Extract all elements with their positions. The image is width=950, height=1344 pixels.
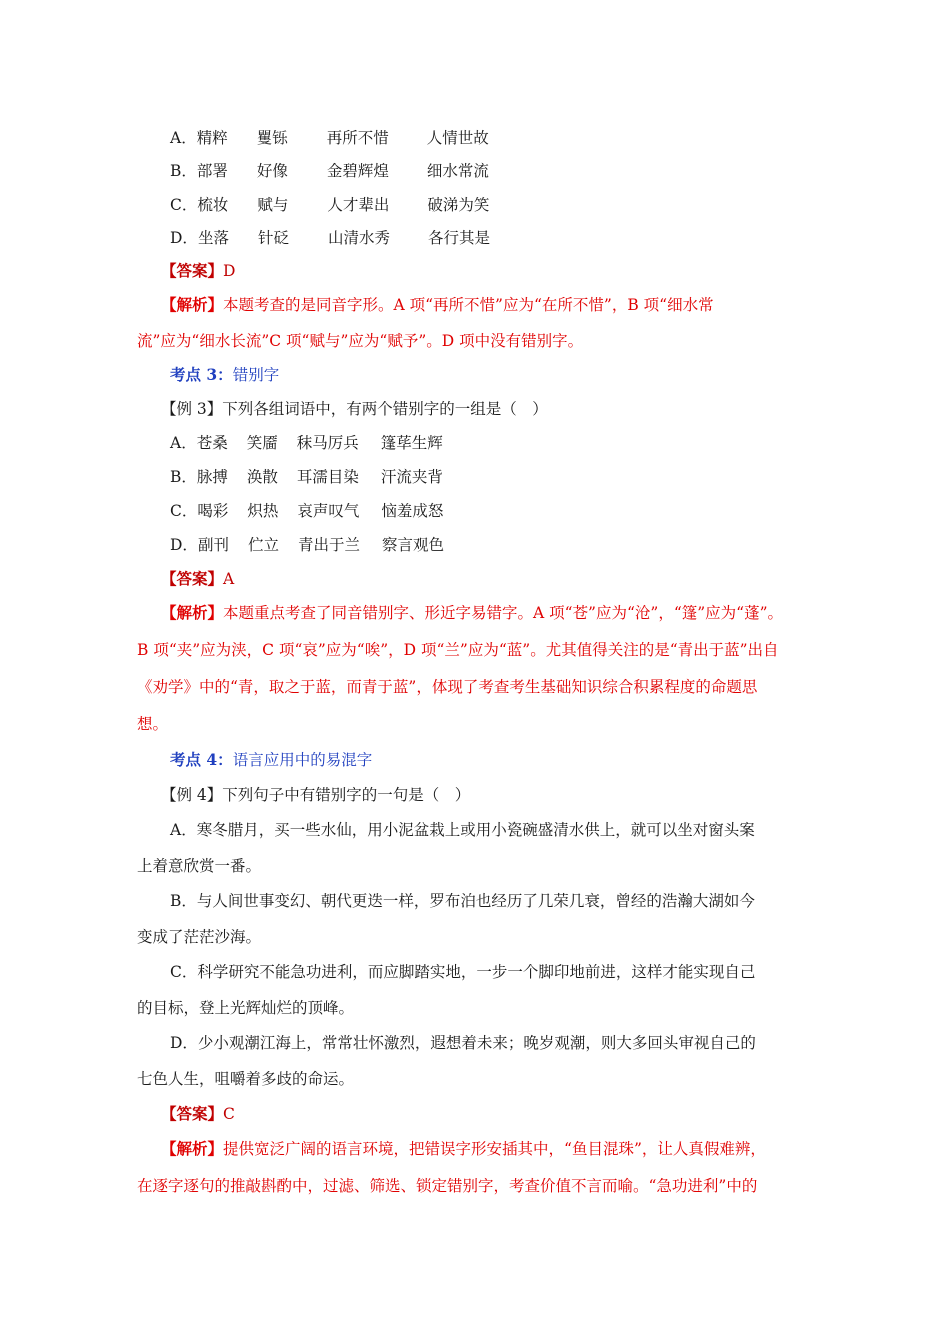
option-word: 喝彩: [197, 502, 229, 520]
analysis-label: 【解析】: [161, 603, 224, 622]
option-word: 梳妆: [197, 196, 229, 214]
q2-analysis-line1: [161, 295, 714, 315]
kaodian-label: 考点 3：: [170, 365, 233, 384]
q4-analysis-line2: 在逐字逐句的推敲斟酌中，过滤、筛选、锁定错别字，考查价值不言而喻。“急功进利”中的: [137, 1177, 758, 1195]
q3-stem: 【例 3】下列各组词语中，有两个错别字的一组是（ ）: [161, 400, 548, 418]
q4-stem: 【例 4】下列句子中有错别字的一句是（ ）: [161, 786, 471, 804]
q4-option-c-line1: C．科学研究不能急功进利，而应脚踏实地，一步一个脚印地前进，这样才能实现自己: [170, 963, 756, 981]
option-word: 涣散: [246, 468, 278, 486]
option-letter: B．: [170, 162, 197, 180]
q3-analysis-line4: 想。: [137, 715, 169, 733]
q2-option-b: [170, 161, 489, 181]
q3-answer: [161, 569, 234, 589]
analysis-text: 本题重点考查了同音错别字、形近字易错字。A 项“苍”应为“沧”，“篷”应为“蓬”。: [223, 604, 784, 622]
option-letter: C．: [170, 502, 198, 520]
option-word: 金碧辉煌: [326, 162, 389, 180]
option-word: 坐落: [197, 229, 229, 247]
option-word: 人情世故: [426, 129, 489, 147]
analysis-label: 【解析】: [161, 295, 224, 314]
q3-option-a: [170, 433, 443, 453]
option-word: 哀声叹气: [297, 502, 360, 520]
answer-value: A: [223, 570, 235, 588]
q3-analysis-line3: 《劝学》中的“青，取之于蓝，而青于蓝”，体现了考查考生基础知识综合积累程度的命题思: [137, 678, 758, 696]
q4-option-b-line2: 变成了茫茫沙海。: [137, 928, 262, 946]
option-letter: A．: [170, 434, 197, 452]
option-word: 伫立: [247, 536, 279, 554]
q2-answer: [161, 261, 235, 281]
option-word: 部署: [196, 162, 228, 180]
option-word: 针砭: [257, 229, 289, 247]
q3-option-c: [170, 501, 443, 521]
option-word: 篷荜生辉: [380, 434, 443, 452]
option-word: 脉搏: [196, 468, 228, 486]
kaodian-title: 语言应用中的易混字: [232, 751, 373, 769]
option-word: 细水常流: [426, 162, 489, 180]
option-letter: A．: [170, 129, 197, 147]
kaodian-label: 考点 4：: [170, 750, 233, 769]
option-word: 耳濡目染: [296, 468, 359, 486]
q3-option-d: [170, 535, 444, 555]
analysis-text: 本题考查的是同音字形。A 项“再所不惜”应为“在所不惜”，B 项“细水常: [223, 296, 714, 314]
q4-option-d-line2: 七色人生，咀嚼着多歧的命运。: [137, 1070, 355, 1088]
option-word: 副刊: [197, 536, 229, 554]
q4-answer: [161, 1104, 235, 1124]
option-word: 秣马厉兵: [296, 434, 359, 452]
option-word: 各行其是: [427, 229, 490, 247]
kaodian-4-heading: [170, 750, 372, 770]
answer-label: 【答案】: [161, 1104, 224, 1123]
option-letter: D．: [170, 229, 198, 247]
q4-option-a-line1: A．寒冬腊月，买一些水仙，用小泥盆栽上或用小瓷碗盛清水供上，就可以坐对窗头案: [170, 821, 755, 839]
option-word: 山清水秀: [327, 229, 390, 247]
q3-analysis-line1: [161, 603, 783, 623]
option-word: 再所不惜: [326, 129, 389, 147]
answer-value: D: [223, 262, 236, 280]
kaodian-3-heading: [170, 365, 279, 385]
option-word: 矍铄: [256, 129, 288, 147]
answer-label: 【答案】: [161, 569, 224, 588]
option-word: 破涕为笑: [427, 196, 490, 214]
option-letter: B．: [170, 468, 197, 486]
option-letter: D．: [170, 536, 198, 554]
option-word: 精粹: [196, 129, 228, 147]
q4-option-b-line1: B．与人间世事变幻、朝代更迭一样，罗布泊也经历了几荣几衰，曾经的浩瀚大湖如今: [170, 892, 755, 910]
option-word: 笑靥: [246, 434, 278, 452]
option-word: 赋与: [257, 196, 289, 214]
q4-analysis-line1: [161, 1139, 766, 1159]
q4-option-c-line2: 的目标，登上光辉灿烂的顶峰。: [137, 999, 355, 1017]
option-word: 察言观色: [381, 536, 444, 554]
q4-option-a-line2: 上着意欣赏一番。: [137, 857, 262, 875]
option-word: 汗流夹背: [380, 468, 443, 486]
q2-option-c: [170, 195, 489, 215]
analysis-text: 提供宽泛广阔的语言环境，把错误字形安插其中，“鱼目混珠”，让人真假难辨，: [223, 1140, 766, 1158]
option-word: 炽热: [247, 502, 279, 520]
q3-analysis-line2: B 项“夹”应为浃，C 项“哀”应为“唉”，D 项“兰”应为“蓝”。尤其值得关注的是“青出于蓝”出自: [137, 641, 779, 659]
q3-option-b: [170, 467, 443, 487]
option-word: 恼羞成怒: [381, 502, 444, 520]
option-word: 好像: [256, 162, 288, 180]
q2-analysis-line2: 流”应为“细水长流”C 项“赋与”应为“赋予”。D 项中没有错别字。: [137, 332, 584, 350]
option-letter: C．: [170, 196, 198, 214]
q4-option-d-line1: D．少小观潮江海上，常常壮怀激烈，遐想着未来；晚岁观潮，则大多回头审视自己的: [170, 1034, 756, 1052]
q2-option-a: [170, 128, 489, 148]
option-word: 人才辈出: [327, 196, 390, 214]
kaodian-title: 错别字: [232, 366, 280, 384]
q2-option-d: [170, 228, 490, 248]
option-word: 苍桑: [196, 434, 228, 452]
analysis-label: 【解析】: [161, 1139, 224, 1158]
answer-label: 【答案】: [161, 261, 224, 280]
answer-value: C: [223, 1105, 235, 1123]
option-word: 青出于兰: [297, 536, 360, 554]
